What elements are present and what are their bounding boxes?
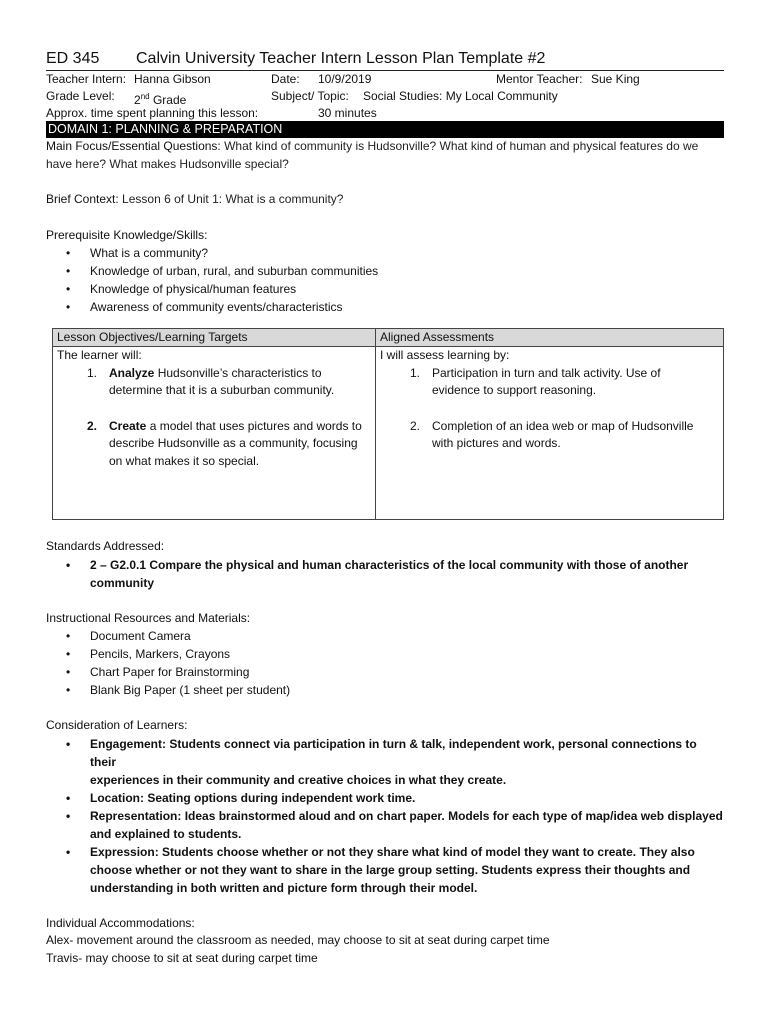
resources-heading: Instructional Resources and Materials: [46, 610, 251, 625]
subject-label: Subject/ Topic: [271, 89, 349, 103]
list-item: • What is a community? [46, 244, 724, 262]
grade-label: Grade Level: [46, 89, 115, 103]
list-item: • Knowledge of physical/human features [46, 280, 724, 298]
time-value: 30 minutes [318, 106, 377, 120]
assessments-intro: I will assess learning by: [380, 348, 510, 362]
list-item: 1. Analyze Hudsonville’s characteristics to determine that it is a suburban community. [87, 365, 335, 397]
mentor-label: Mentor Teacher: [496, 72, 583, 86]
main-focus: Main Focus/Essential Questions: What kind of community is Hudsonville? What kind of human and physical features do we [46, 139, 699, 153]
list-item: • Pencils, Markers, Crayons [46, 645, 724, 663]
course-code: ED 345 [46, 50, 100, 67]
date-label: Date: [271, 72, 300, 86]
document-title [46, 48, 724, 70]
prereq-heading: Prerequisite Knowledge/Skills: [46, 227, 208, 242]
teacher-intern-value: Hanna Gibson [134, 72, 211, 86]
brief-context: Brief Context: Lesson 6 of Unit 1: What is a community? [46, 192, 344, 206]
assessments-list [380, 365, 719, 453]
learners-list [46, 735, 724, 897]
assessments-cell [376, 347, 724, 520]
assessments-header: Aligned Assessments [376, 329, 724, 347]
list-item: 2. Completion of an idea web or map of Hudsonville with pictures and words. [410, 418, 694, 450]
list-item: • Knowledge of urban, rural, and suburban communities [46, 262, 724, 280]
prereq-list [46, 244, 724, 316]
list-item: 2. Create a model that uses pictures and words to describe Hudsonville as a community, focusing on what makes it so special. [87, 418, 362, 468]
list-item: • Document Camera [46, 627, 724, 645]
standards-list [46, 556, 724, 592]
date-value: 10/9/2019 [318, 72, 372, 86]
standards-heading: Standards Addressed: [46, 539, 165, 553]
list-item: • Chart Paper for Brainstorming [46, 663, 724, 681]
lesson-plan-page [46, 48, 724, 967]
list-item: • 2 – G2.0.1 Compare the physical and human characteristics of the local community with those of another community [46, 556, 724, 592]
accommodations-heading: Individual Accommodations: [46, 915, 195, 930]
title-text: Calvin University Teacher Intern Lesson Plan Template #2 [136, 50, 546, 67]
accommodation-travis: Travis- may choose to sit at seat during carpet time [46, 950, 318, 965]
accommodation-alex: Alex- movement around the classroom as needed, may choose to sit at seat during carpet time [46, 933, 550, 947]
list-item: • Location: Seating options during independent work time. [46, 789, 724, 807]
list-item: • Awareness of community events/characteristics [46, 298, 724, 316]
resources-list [46, 627, 724, 699]
time-label: Approx. time spent planning this lesson: [46, 106, 259, 120]
mentor-value: Sue King [591, 72, 640, 86]
objectives-table [52, 328, 724, 520]
objectives-list [57, 365, 371, 471]
meta-block [46, 71, 724, 121]
list-item: • Engagement: Students connect via participation in turn & talk, independent work, personal connections to their experiences in their community and creative choices in what they create. [46, 735, 724, 789]
domain-1-header: DOMAIN 1: PLANNING & PREPARATION [46, 121, 724, 138]
list-item: • Representation: Ideas brainstormed aloud and on chart paper. Models for each type of map/idea web displayed and explained to students. [46, 807, 724, 843]
subject-value: Social Studies: My Local Community [363, 89, 558, 103]
objectives-intro: The learner will: [57, 348, 142, 362]
list-item: • Blank Big Paper (1 sheet per student) [46, 681, 724, 699]
list-item: 1. Participation in turn and talk activity. Use of evidence to support reasoning. [410, 365, 661, 397]
learners-heading: Consideration of Learners: [46, 718, 188, 732]
grade-value: 2nd Grade [134, 92, 187, 107]
list-item: • Expression: Students choose whether or not they share what kind of model they want to create. They also choose whether or not they want to share in the large group setting. Students express their thoughts and understanding in both written and picture form through their model. [46, 843, 724, 897]
teacher-intern-label: Teacher Intern: [46, 72, 127, 86]
objectives-header: Lesson Objectives/Learning Targets [53, 329, 376, 347]
objectives-cell [53, 347, 376, 520]
main-focus-cont: have here? What makes Hudsonville special? [46, 156, 289, 171]
